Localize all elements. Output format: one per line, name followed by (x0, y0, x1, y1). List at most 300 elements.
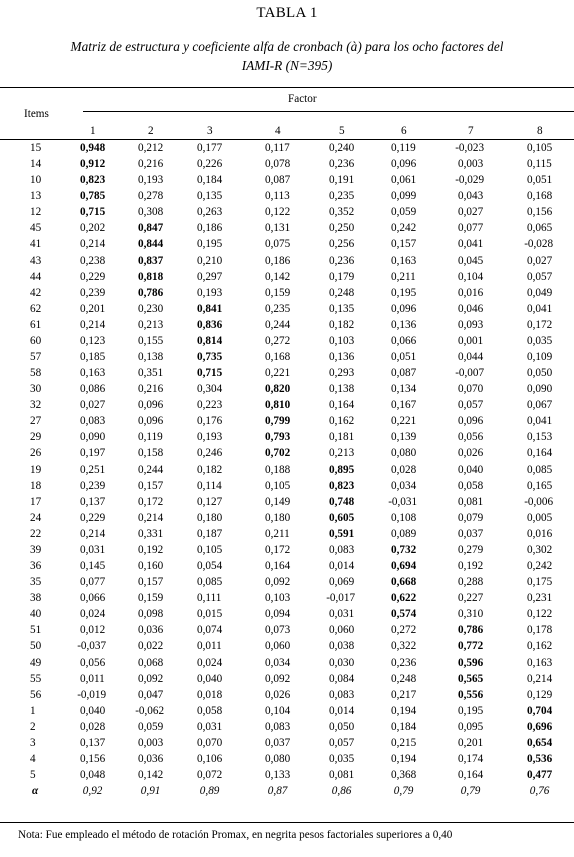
loading-value: 0,139 (391, 431, 417, 444)
loading-value: 0,223 (197, 399, 223, 412)
loading-value: 0,092 (265, 672, 291, 685)
loading-value: 0,694 (391, 560, 417, 573)
loading-value: 0,250 (329, 222, 355, 235)
item-number: 13 (30, 190, 42, 203)
loading-value: 0,793 (265, 431, 291, 444)
loading-value: 0,123 (80, 334, 106, 347)
loading-value: 0,201 (80, 302, 106, 315)
item-number: 60 (30, 334, 42, 347)
loading-value: 0,027 (458, 206, 484, 219)
loading-value: 0,164 (527, 447, 553, 460)
loading-value: 0,202 (80, 222, 106, 235)
table-row (0, 333, 574, 349)
loading-value: 0,188 (265, 463, 291, 476)
loading-value: 0,799 (265, 415, 291, 428)
loading-value: 0,022 (138, 640, 164, 653)
loading-value: 0,172 (138, 495, 164, 508)
item-number: 50 (30, 640, 42, 653)
loading-value: 0,142 (265, 270, 291, 283)
item-number: 14 (30, 158, 42, 171)
loading-value: 0,814 (197, 334, 223, 347)
loading-value: 0,810 (265, 399, 291, 412)
loading-value: 0,162 (329, 415, 355, 428)
loading-value: 0,104 (458, 270, 484, 283)
item-number: 36 (30, 560, 42, 573)
loading-value: 0,054 (197, 560, 223, 573)
alpha-label: α (32, 785, 39, 798)
loading-value: 0,165 (527, 479, 553, 492)
table-row (0, 526, 574, 542)
loading-value: 0,059 (138, 720, 164, 733)
loading-value: 0,027 (527, 254, 553, 267)
item-number: 12 (30, 206, 42, 219)
loading-value: 0,193 (197, 431, 223, 444)
loading-value: 0,221 (391, 415, 417, 428)
loading-value: 0,185 (80, 351, 106, 364)
item-number: 40 (30, 608, 42, 621)
loading-value: 0,172 (527, 318, 553, 331)
table-row (0, 590, 574, 606)
loading-value: 0,214 (80, 318, 106, 331)
bottom-rule (0, 822, 574, 823)
loading-value: 0,099 (391, 190, 417, 203)
loading-value: 0,194 (391, 704, 417, 717)
loading-value: 0,181 (329, 431, 355, 444)
loading-value: 0,214 (80, 238, 106, 251)
loading-value: 0,026 (458, 447, 484, 460)
loading-value: -0,031 (388, 495, 418, 508)
loading-value: 0,221 (265, 367, 291, 380)
loading-value: 0,113 (265, 190, 290, 203)
table-row (0, 558, 574, 574)
loading-value: 0,014 (329, 704, 355, 717)
table-row (0, 317, 574, 333)
loading-value: 0,133 (265, 769, 291, 782)
table-row (0, 236, 574, 252)
loading-value: 0,056 (80, 656, 106, 669)
loading-value: 0,106 (197, 752, 223, 765)
loading-value: 0,041 (527, 302, 553, 315)
item-number: 17 (30, 495, 42, 508)
table-row (0, 703, 574, 719)
loading-value: 0,164 (458, 769, 484, 782)
loading-value: 0,096 (458, 415, 484, 428)
loading-value: 0,077 (458, 222, 484, 235)
loading-value: 0,272 (265, 334, 291, 347)
loading-value: 0,235 (265, 302, 291, 315)
item-number: 44 (30, 270, 42, 283)
table-row (0, 253, 574, 269)
loading-value: 0,136 (391, 318, 417, 331)
loading-value: 0,041 (458, 238, 484, 251)
table-row (0, 413, 574, 429)
loading-value: 0,051 (391, 351, 417, 364)
loading-value: 0,159 (138, 592, 164, 605)
loading-value: 0,115 (527, 158, 552, 171)
alpha-value: 0,89 (199, 785, 220, 798)
table-row (0, 510, 574, 526)
factor-number: 1 (90, 125, 96, 137)
table-row (0, 220, 574, 236)
loading-value: 0,024 (80, 608, 106, 621)
loading-value: 0,109 (527, 351, 553, 364)
loading-value: 0,028 (391, 463, 417, 476)
loading-value: 0,060 (329, 624, 355, 637)
loading-value: 0,028 (80, 720, 106, 733)
item-number: 57 (30, 351, 42, 364)
loading-value: 0,263 (197, 206, 223, 219)
loading-value: 0,244 (138, 463, 164, 476)
table-row (0, 719, 574, 735)
loading-value: 0,011 (80, 672, 105, 685)
loading-value: 0,024 (197, 656, 223, 669)
item-number: 62 (30, 302, 42, 315)
loading-value: 0,823 (80, 174, 106, 187)
alpha-value: 0,79 (460, 785, 481, 798)
loading-value: -0,017 (326, 592, 356, 605)
loading-value: 0,236 (391, 656, 417, 669)
loading-value: 0,119 (138, 431, 163, 444)
item-number: 27 (30, 415, 42, 428)
loading-value: 0,070 (458, 383, 484, 396)
caption-line-1: Matriz de estructura y coeficiente alfa de cronbach (à) para los ocho factores del (70, 39, 504, 54)
loading-value: 0,184 (391, 720, 417, 733)
item-number: 3 (30, 736, 36, 749)
loading-value: 0,248 (329, 286, 355, 299)
table-row (0, 140, 574, 156)
loading-value: 0,162 (527, 640, 553, 653)
table-row (0, 445, 574, 461)
item-number: 1 (30, 704, 36, 717)
loading-value: 0,011 (197, 640, 222, 653)
loading-value: 0,157 (138, 576, 164, 589)
item-number: 32 (30, 399, 42, 412)
item-number: 51 (30, 624, 42, 637)
loading-value: 0,135 (197, 190, 223, 203)
item-number: 43 (30, 254, 42, 267)
loading-value: 0,668 (391, 576, 417, 589)
loading-value: 0,193 (138, 174, 164, 187)
loading-value: 0,103 (265, 592, 291, 605)
loading-value: 0,230 (138, 302, 164, 315)
loading-value: 0,003 (138, 736, 164, 749)
loading-value: 0,040 (80, 704, 106, 717)
item-number: 38 (30, 592, 42, 605)
table-row (0, 622, 574, 638)
table-caption (40, 37, 534, 75)
loading-value: 0,308 (138, 206, 164, 219)
table-row (0, 638, 574, 654)
table-row (0, 574, 574, 590)
loading-value: 0,061 (391, 174, 417, 187)
loading-value: 0,622 (391, 592, 417, 605)
loading-value: 0,297 (197, 270, 223, 283)
loading-value: 0,174 (458, 752, 484, 765)
loading-value: 0,248 (391, 672, 417, 685)
loading-value: 0,596 (458, 656, 484, 669)
table-row (0, 349, 574, 365)
loading-value: 0,040 (458, 463, 484, 476)
loading-value: 0,122 (527, 608, 553, 621)
loading-value: 0,067 (527, 399, 553, 412)
loading-value: 0,715 (197, 367, 223, 380)
loading-value: 0,078 (265, 158, 291, 171)
table-row (0, 269, 574, 285)
loading-value: 0,187 (197, 527, 223, 540)
loading-value: 0,034 (265, 656, 291, 669)
loading-value: 0,176 (197, 415, 223, 428)
factor-number: 5 (339, 125, 345, 137)
loading-value: 0,104 (265, 704, 291, 717)
loading-value: 0,211 (391, 270, 416, 283)
loading-value: 0,213 (138, 318, 164, 331)
loading-value: 0,096 (391, 302, 417, 315)
loading-value: 0,605 (329, 511, 355, 524)
table-title: TABLA 1 (256, 5, 318, 21)
item-number: 42 (30, 286, 42, 299)
loading-value: 0,772 (458, 640, 484, 653)
table-row (0, 606, 574, 622)
loading-value: 0,016 (458, 286, 484, 299)
loading-value: 0,239 (80, 479, 106, 492)
loading-value: 0,242 (391, 222, 417, 235)
caption-line-2: IAMI-R (N=395) (241, 58, 333, 73)
item-number: 55 (30, 672, 42, 685)
loading-value: -0,029 (455, 174, 485, 187)
loading-value: 0,182 (329, 318, 355, 331)
loading-value: 0,070 (197, 736, 223, 749)
loading-value: 0,092 (138, 672, 164, 685)
loading-value: 0,048 (80, 769, 106, 782)
loading-value: 0,164 (265, 560, 291, 573)
table-row (0, 172, 574, 188)
item-number: 22 (30, 527, 42, 540)
table-row (0, 397, 574, 413)
loading-value: 0,095 (458, 720, 484, 733)
loading-value: 0,156 (527, 206, 553, 219)
factor-number-row (0, 123, 574, 139)
loading-value: 0,236 (329, 158, 355, 171)
loading-value: 0,056 (458, 431, 484, 444)
loading-value: 0,823 (329, 479, 355, 492)
loading-value: 0,180 (197, 511, 223, 524)
loading-value: 0,090 (80, 431, 106, 444)
loading-value: 0,058 (458, 479, 484, 492)
loading-value: 0,086 (80, 383, 106, 396)
item-number: 18 (30, 479, 42, 492)
loading-value: 0,083 (265, 720, 291, 733)
loading-value: 0,089 (391, 527, 417, 540)
factor-number: 4 (275, 125, 281, 137)
loading-value: 0,182 (197, 463, 223, 476)
loading-value: 0,195 (458, 704, 484, 717)
loading-value: 0,038 (329, 640, 355, 653)
loading-value: 0,191 (329, 174, 355, 187)
loading-value: 0,157 (138, 479, 164, 492)
loading-value: 0,304 (197, 383, 223, 396)
loading-value: 0,164 (329, 399, 355, 412)
loading-value: 0,108 (391, 511, 417, 524)
loading-value: 0,229 (80, 511, 106, 524)
loading-value: -0,023 (455, 142, 485, 154)
loading-value: 0,186 (265, 254, 291, 267)
alpha-value: 0,91 (140, 785, 161, 798)
loading-value: 0,001 (458, 334, 484, 347)
loading-value: 0,748 (329, 495, 355, 508)
loading-value: 0,087 (265, 174, 291, 187)
loading-value: 0,167 (391, 399, 417, 412)
loading-value: 0,114 (197, 479, 222, 492)
loading-value: 0,041 (527, 415, 553, 428)
loading-value: 0,818 (138, 270, 164, 283)
table-row (0, 381, 574, 397)
loading-value: 0,094 (265, 608, 291, 621)
loading-value: 0,177 (197, 142, 223, 154)
loading-value: 0,184 (197, 174, 223, 187)
item-number: 29 (30, 431, 42, 444)
alpha-value: 0,87 (267, 785, 288, 798)
loading-value: 0,210 (197, 254, 223, 267)
loading-value: 0,229 (80, 270, 106, 283)
item-number: 10 (30, 174, 42, 187)
loading-value: 0,145 (80, 560, 106, 573)
loading-value: 0,172 (265, 543, 291, 556)
loading-value: 0,186 (197, 222, 223, 235)
loading-value: 0,235 (329, 190, 355, 203)
alpha-value: 0,86 (331, 785, 352, 798)
loading-value: 0,704 (527, 704, 553, 717)
loading-value: 0,195 (197, 238, 223, 251)
loading-value: 0,168 (527, 190, 553, 203)
loading-value: 0,080 (391, 447, 417, 460)
loading-value: 0,293 (329, 367, 355, 380)
loading-value: 0,227 (458, 592, 484, 605)
table-row (0, 735, 574, 751)
table-note: Nota: Fue empleado el método de rotación Promax, en negrita pesos factoriales superiores a 0,40 (18, 829, 453, 841)
loading-value: 0,136 (329, 351, 355, 364)
loading-value: 0,279 (458, 543, 484, 556)
loading-value: -0,028 (524, 238, 554, 251)
loading-value: 0,256 (329, 238, 355, 251)
loading-value: 0,214 (527, 672, 553, 685)
loading-value: 0,212 (138, 142, 164, 154)
loading-value: 0,105 (197, 543, 223, 556)
loading-value: 0,083 (329, 543, 355, 556)
loading-value: 0,083 (80, 415, 106, 428)
loading-value: 0,046 (458, 302, 484, 315)
loading-value: 0,103 (329, 334, 355, 347)
loading-value: 0,047 (138, 688, 164, 701)
item-number: 49 (30, 656, 42, 669)
loading-value: 0,820 (265, 383, 291, 396)
loading-value: 0,040 (197, 672, 223, 685)
item-number: 58 (30, 367, 42, 380)
loading-value: 0,310 (458, 608, 484, 621)
table-row (0, 365, 574, 381)
loading-value: 0,117 (265, 142, 290, 154)
loading-value: 0,236 (329, 254, 355, 267)
loading-value: 0,213 (329, 447, 355, 460)
loading-value: 0,847 (138, 222, 164, 235)
loading-value: 0,654 (527, 736, 553, 749)
loading-value: 0,272 (391, 624, 417, 637)
loading-value: 0,192 (138, 543, 164, 556)
loading-value: -0,037 (77, 640, 107, 653)
item-number: 5 (30, 769, 36, 782)
loading-value: 0,786 (138, 286, 164, 299)
loading-value: 0,018 (197, 688, 223, 701)
loading-value: 0,217 (391, 688, 417, 701)
loading-value: 0,068 (138, 656, 164, 669)
loading-value: 0,083 (329, 688, 355, 701)
loading-value: 0,178 (527, 624, 553, 637)
table-row (0, 671, 574, 687)
loading-value: 0,035 (527, 334, 553, 347)
table-row (0, 751, 574, 767)
loading-value: 0,841 (197, 302, 223, 315)
loading-value: 0,073 (265, 624, 291, 637)
item-number: 15 (30, 142, 42, 154)
loading-value: 0,352 (329, 206, 355, 219)
loading-value: 0,069 (329, 576, 355, 589)
loading-value: 0,195 (391, 286, 417, 299)
loading-value: 0,137 (80, 736, 106, 749)
factor-number: 3 (207, 125, 213, 137)
item-number: 41 (30, 238, 42, 251)
item-number: 26 (30, 447, 42, 460)
loading-value: 0,211 (265, 527, 290, 540)
loading-value: 0,194 (391, 752, 417, 765)
loading-value: 0,080 (265, 752, 291, 765)
loading-value: 0,049 (527, 286, 553, 299)
loading-value: 0,302 (527, 543, 553, 556)
loading-value: 0,066 (391, 334, 417, 347)
loading-value: 0,050 (329, 720, 355, 733)
table-row (0, 478, 574, 494)
loading-value: 0,138 (329, 383, 355, 396)
loading-value: 0,244 (265, 318, 291, 331)
loading-value: 0,051 (527, 174, 553, 187)
loading-value: 0,565 (458, 672, 484, 685)
item-number: 24 (30, 511, 42, 524)
table-row (0, 285, 574, 301)
table-body (0, 140, 574, 799)
loading-value: 0,160 (138, 560, 164, 573)
loading-value: 0,288 (458, 576, 484, 589)
loading-value: 0,251 (80, 463, 106, 476)
item-number: 30 (30, 383, 42, 396)
loading-value: 0,226 (197, 158, 223, 171)
table-row (0, 687, 574, 703)
loading-value: 0,216 (138, 158, 164, 171)
loading-value: 0,331 (138, 527, 164, 540)
loading-value: 0,278 (138, 190, 164, 203)
loading-value: 0,015 (197, 608, 223, 621)
loading-value: 0,085 (527, 463, 553, 476)
table-row (0, 429, 574, 445)
loading-value: 0,837 (138, 254, 164, 267)
loading-value: 0,003 (458, 158, 484, 171)
loading-value: -0,062 (135, 704, 165, 717)
loading-value: 0,044 (458, 351, 484, 364)
loading-value: 0,072 (197, 769, 223, 782)
loading-value: 0,732 (391, 543, 417, 556)
alpha-value: 0,76 (529, 785, 550, 798)
loading-value: 0,134 (391, 383, 417, 396)
item-number: 2 (30, 720, 36, 733)
loading-value: 0,231 (527, 592, 553, 605)
loading-value: 0,192 (458, 560, 484, 573)
